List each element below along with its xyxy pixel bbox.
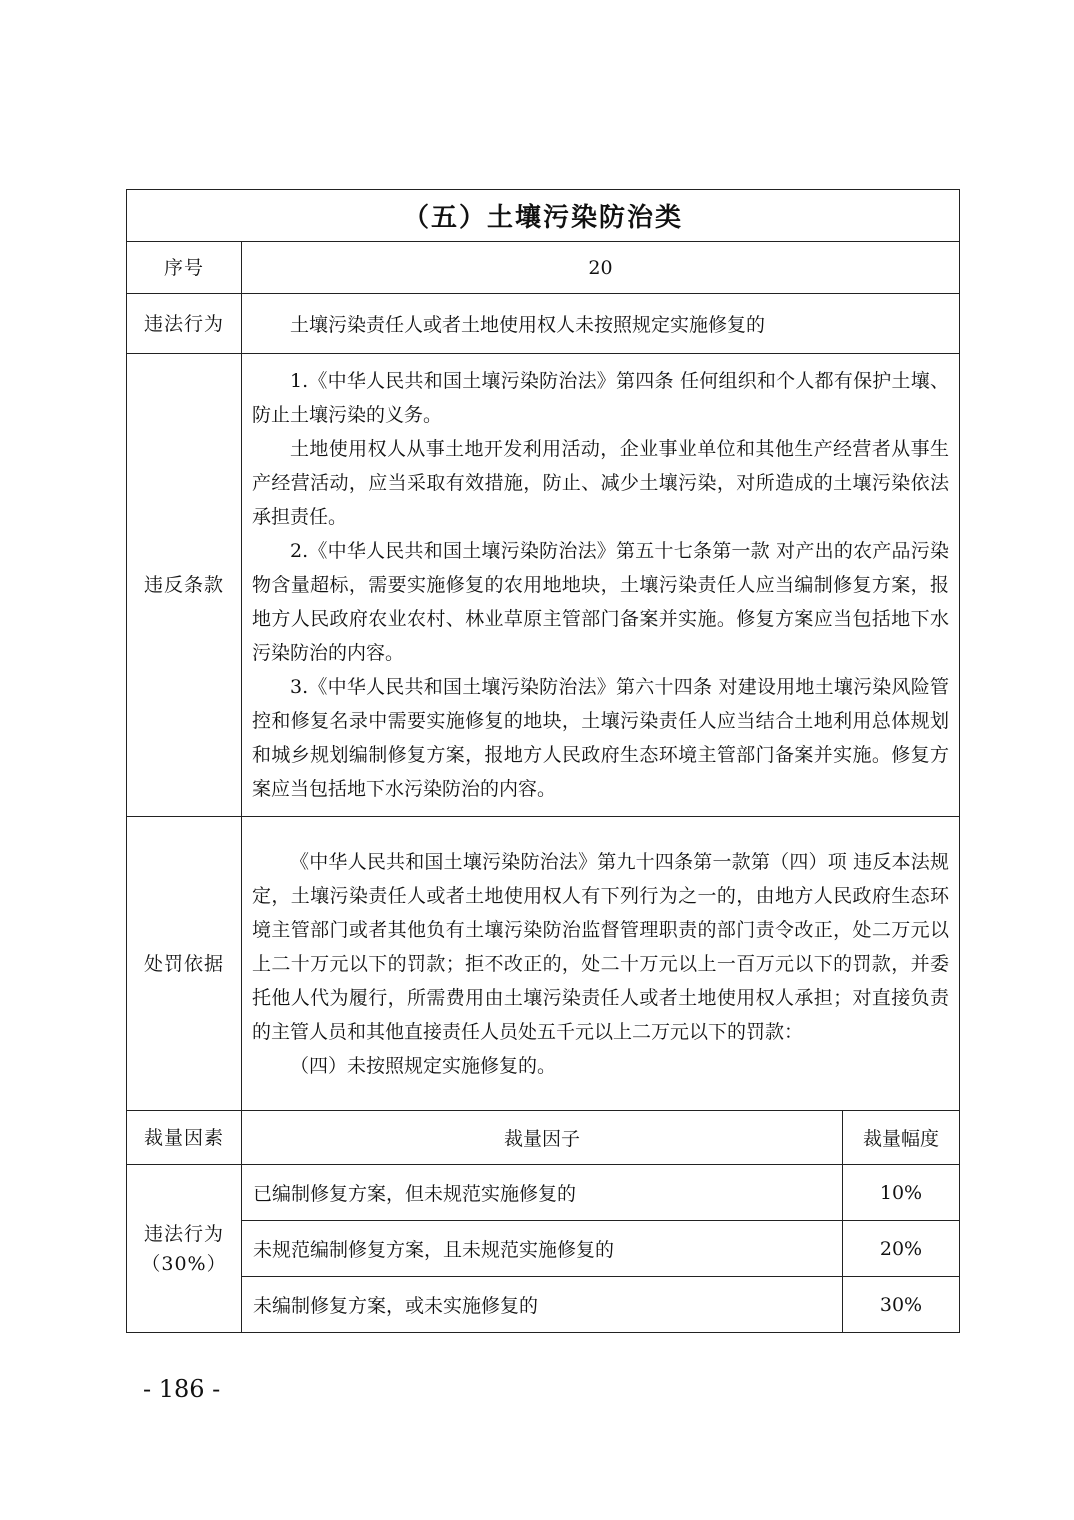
penalty-paragraph: 《中华人民共和国土壤污染防治法》第九十四条第一款第（四）项 违反本法规定，土壤污染责任人或者土地使用权人有下列行为之一的，由地方人民政府生态环境主管部门或者其他负有土壤污染防治监督管理职责的部门责令改正，处二万元以上二十万元以下的罚款；拒不改正的，处二十万元以上一百万元以下的罚款，并委托他人代为履行，所需费用由土壤污染责任人或者土地使用权人承担；对直接负责的主管人员和其他直接责任人员处五千元以上二万元以下的罚款： (252, 850, 949, 1043)
discretion-item: 已编制修复方案，但未规范实施修复的 (242, 1165, 843, 1221)
clause-paragraph: 2.《中华人民共和国土壤污染防治法》第五十七条第一款 对产出的农产品污染物含量超标，需要实施修复的农用地地块，土壤污染责任人应当编制修复方案，报地方人民政府农业农村、林业草原主管部门备案并实施。修复方案应当包括地下水污染防治的内容。 (252, 540, 949, 664)
clause-paragraph: 土地使用权人从事土地开发利用活动，企业事业单位和其他生产经营者从事生产经营活动，应当采取有效措施，防止、减少土壤污染，对所造成的土壤污染依法承担责任。 (252, 438, 949, 528)
range-header: 裁量幅度 (843, 1111, 960, 1165)
penalty-label: 处罚依据 (127, 817, 242, 1111)
penalty-paragraph: （四）未按照规定实施修复的。 (290, 1054, 557, 1077)
penalty-table (126, 189, 960, 1333)
penalty-content (242, 817, 960, 1111)
discretion-group-label (127, 1165, 242, 1333)
discretion-range: 30% (843, 1277, 960, 1333)
clauses-label: 违反条款 (127, 354, 242, 817)
clause-paragraph: 1.《中华人民共和国土壤污染防治法》第四条 任何组织和个人都有保护土壤、防止土壤污染的义务。 (252, 370, 949, 426)
page-number: - 186 - (143, 1375, 221, 1403)
discretion-range: 10% (843, 1165, 960, 1221)
factor-header: 裁量因素 (127, 1111, 242, 1165)
discretion-group-weight: （30%） (141, 1252, 227, 1275)
discretion-range: 20% (843, 1221, 960, 1277)
clauses-content (242, 354, 960, 817)
item-header: 裁量因子 (242, 1111, 843, 1165)
seq-value: 20 (242, 242, 960, 294)
discretion-item: 未规范编制修复方案，且未规范实施修复的 (242, 1221, 843, 1277)
table-title: （五）土壤污染防治类 (127, 190, 960, 242)
discretion-group-title: 违法行为 (143, 1222, 224, 1245)
discretion-item: 未编制修复方案，或未实施修复的 (242, 1277, 843, 1333)
seq-label: 序号 (127, 242, 242, 294)
violation-label: 违法行为 (127, 294, 242, 354)
clause-paragraph: 3.《中华人民共和国土壤污染防治法》第六十四条 对建设用地土壤污染风险管控和修复名录中需要实施修复的地块，土壤污染责任人应当结合土地利用总体规划和城乡规划编制修复方案，报地方人民政府生态环境主管部门备案并实施。修复方案应当包括地下水污染防治的内容。 (252, 676, 949, 800)
violation-value: 土壤污染责任人或者土地使用权人未按照规定实施修复的 (242, 294, 960, 354)
